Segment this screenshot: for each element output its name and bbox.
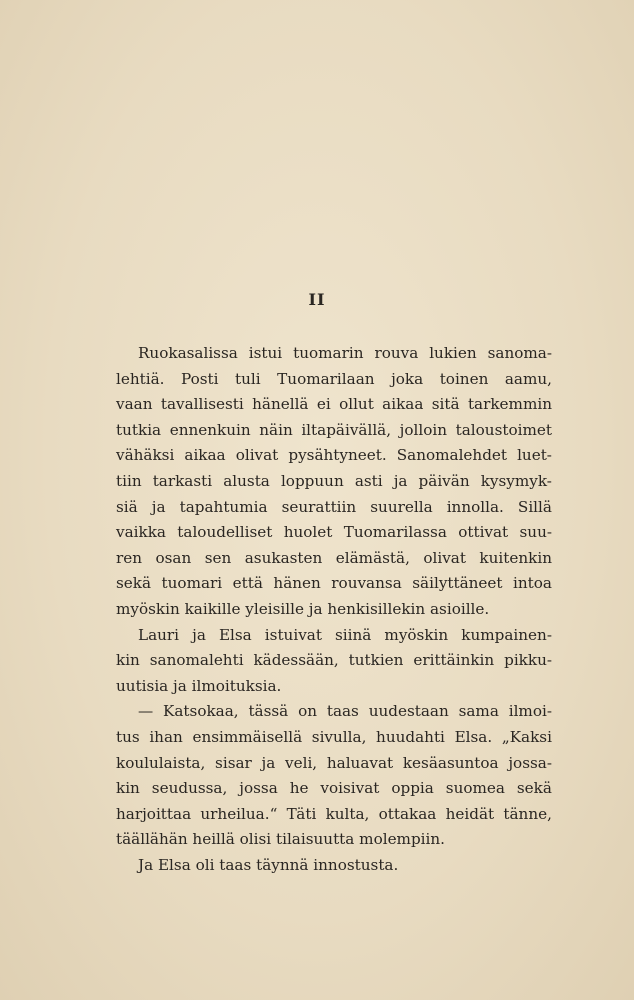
chapter-number: II: [308, 290, 326, 309]
text-line: tus ihan ensimmäisellä sivulla, huudahti Elsa. „Kaksi: [116, 727, 552, 746]
text-line: sekä tuomari että hänen rouvansa säilyttäneet intoa: [116, 574, 552, 593]
text-line: uutisia ja ilmoituksia.: [116, 676, 282, 695]
text-line: Ja Elsa oli taas täynnä innostusta.: [138, 855, 399, 874]
text-line: koululaista, sisar ja veli, haluavat kesäasuntoa jossa-: [116, 753, 552, 772]
text-line: täällähän heillä olisi tilaisuutta molempiin.: [116, 830, 446, 849]
text-line: tutkia ennenkuin näin iltapäivällä, jolloin taloustoimet: [116, 420, 552, 439]
text-line: vaan tavallisesti hänellä ei ollut aikaa sitä tarkemmin: [116, 395, 552, 414]
text-line: lehtiä. Posti tuli Tuomarilaan joka toinen aamu,: [116, 369, 552, 388]
text-line: siä ja tapahtumia seurattiin suurella innolla. Sillä: [116, 497, 552, 516]
text-line: tiin tarkasti alusta loppuun asti ja päivän kysymyk-: [116, 471, 552, 490]
text-line: ren osan sen asukasten elämästä, olivat kuitenkin: [116, 548, 552, 567]
text-line: kin sanomalehti kädessään, tutkien erittäinkin pikku-: [116, 651, 552, 670]
text-line: Ruokasalissa istui tuomarin rouva lukien sanoma-: [138, 344, 552, 362]
text-line: vaikka taloudelliset huolet Tuomarilassa ottivat suu-: [116, 523, 552, 542]
text-line: myöskin kaikille yleisille ja henkisillekin asioille.: [116, 599, 490, 618]
text-line: harjoittaa urheilua.“ Täti kulta, ottakaa heidät tänne,: [116, 804, 552, 823]
body-text: [116, 341, 552, 878]
text-line: Lauri ja Elsa istuivat siinä myöskin kumpainen-: [138, 625, 552, 644]
text-line: vähäksi aikaa olivat pysähtyneet. Sanomalehdet luet-: [116, 446, 552, 465]
text-line: kin seudussa, jossa he voisivat oppia suomea sekä: [116, 779, 552, 798]
text-line: — Katsokaa, tässä on taas uudestaan sama ilmoi-: [138, 702, 552, 721]
